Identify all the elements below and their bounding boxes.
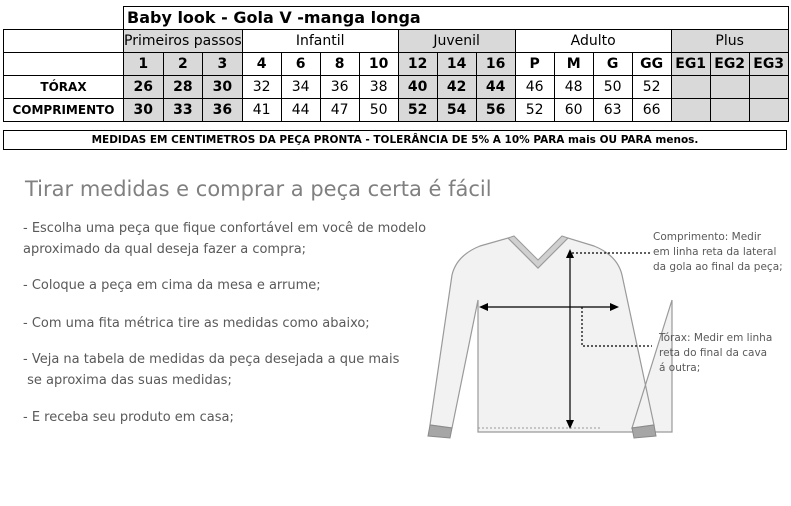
size-header: 8 [320, 53, 359, 76]
table-cell: 41 [242, 99, 281, 122]
table-cell: 38 [359, 76, 398, 99]
size-header: 2 [163, 53, 203, 76]
size-header: 6 [281, 53, 320, 76]
size-header: 16 [476, 53, 515, 76]
table-cell [710, 76, 749, 99]
callout-line: Tórax: Medir em linha [659, 332, 773, 344]
table-cell: 50 [359, 99, 398, 122]
step-line: - E receba seu produto em casa; [23, 410, 234, 425]
shirt-body [430, 238, 672, 432]
table-cell [749, 99, 788, 122]
step-line: - Com uma fita métrica tire as medidas como abaixo; [23, 316, 370, 331]
table-cell: 54 [437, 99, 476, 122]
table-cell: 52 [398, 99, 437, 122]
table-cell: 44 [476, 76, 515, 99]
guide-heading: Tirar medidas e comprar a peça certa é fácil [25, 177, 492, 201]
size-header: EG1 [671, 53, 710, 76]
blank-cell [4, 53, 124, 76]
step-4 [23, 349, 399, 391]
size-header: 12 [398, 53, 437, 76]
step-line: - Escolha uma peça que fique confortável em você de modelo [23, 221, 427, 236]
table-cell: 36 [203, 99, 243, 122]
group-header: Plus [671, 30, 788, 53]
row-label: COMPRIMENTO [4, 99, 124, 122]
blank-cell [4, 30, 124, 53]
table-cell [749, 76, 788, 99]
step-3 [23, 313, 370, 334]
table-cell: 50 [593, 76, 632, 99]
table-cell: 36 [320, 76, 359, 99]
row-label: TÓRAX [4, 76, 124, 99]
callout-comprimento [653, 230, 783, 275]
size-header: P [515, 53, 554, 76]
step-2 [23, 275, 321, 296]
callout-line: Comprimento: Medir [653, 231, 762, 243]
table-cell: 52 [632, 76, 671, 99]
size-header: GG [632, 53, 671, 76]
size-table [3, 6, 789, 122]
size-header: 14 [437, 53, 476, 76]
callout-line: da gola ao final da peça; [653, 261, 783, 273]
table-cell: 46 [515, 76, 554, 99]
table-cell: 66 [632, 99, 671, 122]
table-cell: 44 [281, 99, 320, 122]
table-title: Baby look - Gola V -manga longa [124, 7, 789, 30]
step-line: - Coloque a peça em cima da mesa e arrume; [23, 278, 321, 293]
table-cell: 63 [593, 99, 632, 122]
table-cell: 30 [203, 76, 243, 99]
callout-line: em linha reta da lateral [653, 246, 777, 258]
table-cell: 28 [163, 76, 203, 99]
group-header: Infantil [242, 30, 398, 53]
table-cell: 33 [163, 99, 203, 122]
table-cell: 42 [437, 76, 476, 99]
size-header: 1 [124, 53, 164, 76]
table-cell: 52 [515, 99, 554, 122]
size-header: 3 [203, 53, 243, 76]
group-header: Primeiros passos [124, 30, 243, 53]
group-header: Juvenil [398, 30, 515, 53]
callout-line: reta do final da cava [659, 347, 768, 359]
callout-torax [659, 331, 772, 376]
corner-cell [4, 7, 124, 30]
step-line: se aproxima das suas medidas; [23, 373, 232, 388]
size-header: M [554, 53, 593, 76]
step-5 [23, 407, 234, 428]
table-cell: 47 [320, 99, 359, 122]
table-cell: 56 [476, 99, 515, 122]
table-cell: 34 [281, 76, 320, 99]
table-cell [671, 76, 710, 99]
size-header: G [593, 53, 632, 76]
size-header: EG2 [710, 53, 749, 76]
measurement-note: MEDIDAS EM CENTIMETROS DA PEÇA PRONTA - TOLERÂNCIA DE 5% A 10% PARA mais OU PARA menos. [3, 130, 787, 150]
table-cell: 26 [124, 76, 164, 99]
callout-line: á outra; [659, 362, 701, 374]
table-cell: 60 [554, 99, 593, 122]
table-cell: 40 [398, 76, 437, 99]
step-line: - Veja na tabela de medidas da peça desejada a que mais [23, 352, 400, 367]
table-cell: 30 [124, 99, 164, 122]
table-cell: 48 [554, 76, 593, 99]
table-cell: 32 [242, 76, 281, 99]
step-1 [23, 218, 426, 260]
table-cell [710, 99, 749, 122]
size-header: 10 [359, 53, 398, 76]
size-header: EG3 [749, 53, 788, 76]
size-header: 4 [242, 53, 281, 76]
step-line: aproximado da qual deseja fazer a compra; [23, 242, 307, 257]
group-header: Adulto [515, 30, 671, 53]
table-cell [671, 99, 710, 122]
